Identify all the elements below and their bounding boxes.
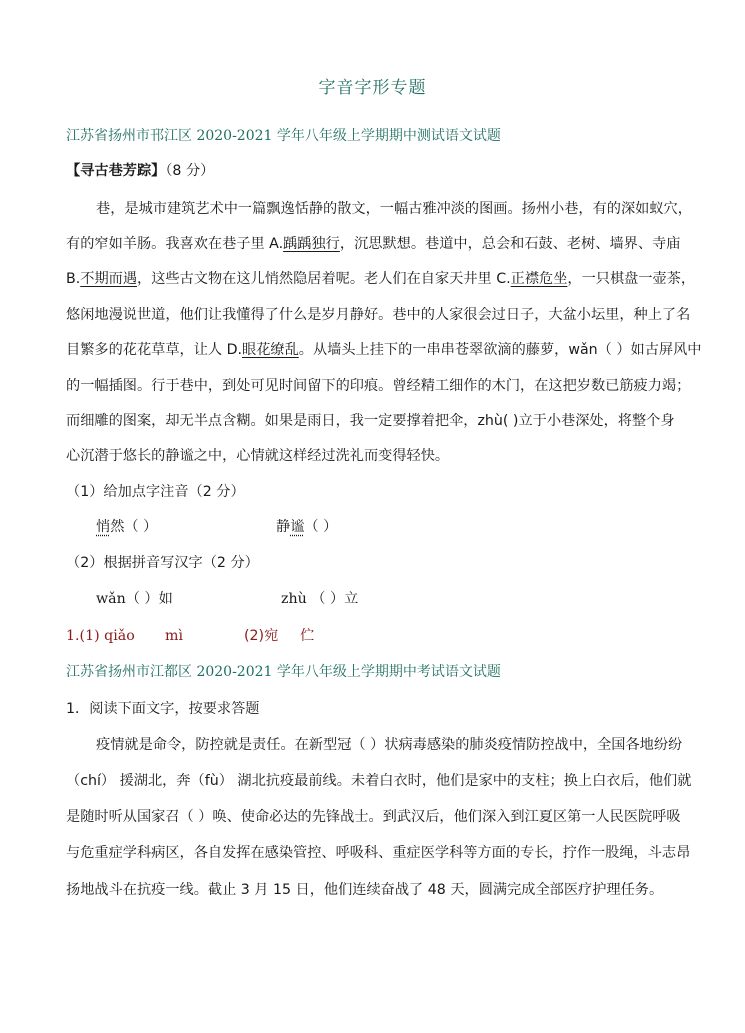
answer-1-2b: 伫 xyxy=(300,628,315,644)
question-1a xyxy=(96,517,157,537)
paragraph-line: （chí） 援湖北，奔（fù） 湖北抗疫最前线。未着白衣时，他们是家中的支柱；换上白衣后，他们就 xyxy=(66,773,692,789)
section-heading xyxy=(66,161,214,181)
paragraph-line: 心沉潜于悠长的静谧之中，心情就这样经过洗礼而变得轻快。 xyxy=(66,448,450,464)
paragraph-line xyxy=(66,269,695,289)
text-span: 然（ ） xyxy=(110,519,158,535)
paragraph-line: 悠闲地漫说世道，他们让我懂得了什么是岁月静好。巷中的人家很会过日子，大盆小坛里，种上了名 xyxy=(66,307,691,323)
source-line-2: 江苏省扬州市江都区 2020-2021 学年八年级上学期期中考试语文试题 xyxy=(66,664,501,680)
underlined-phrase-c: 正襟危坐 xyxy=(510,271,568,287)
text-span: （ ） xyxy=(304,519,338,535)
answer-1-2: (2)宛 xyxy=(244,628,279,644)
paragraph-line xyxy=(66,340,701,360)
text-span: 静 xyxy=(276,519,291,535)
question-2a: wǎn（ ）如 xyxy=(96,591,173,607)
dotted-char: 悄 xyxy=(96,519,111,535)
text-span: 目繁多的花花草草，让人 D. xyxy=(66,342,243,358)
paragraph-line: 巷，是城市建筑艺术中一篇飘逸恬静的散文，一幅古雅冲淡的图画。扬州小巷，有的深如蚁穴， xyxy=(96,201,692,217)
paragraph-line: 与危重症学科病区，各自发挥在感染管控、呼吸科、重症医学科等方面的专长，拧作一股绳，斗志昂 xyxy=(66,845,691,861)
dotted-char: 谧 xyxy=(290,519,305,535)
underlined-phrase-d: 眼花缭乱 xyxy=(242,342,299,358)
paragraph-line xyxy=(66,234,680,254)
answer-1-1: 1.(1) qiǎo xyxy=(66,628,135,644)
text-span: ，这些古文物在这儿悄然隐居着呢。老人们在自家天井里 C. xyxy=(137,271,511,287)
question-2: （2）根据拼音写汉字（2 分） xyxy=(66,555,259,571)
heading-text: 【寻古巷芳踪】 xyxy=(66,163,166,179)
paragraph-line: 的一幅插图。行于巷中，到处可见时间留下的印痕。曾经精工细作的木门，在这把岁数已筋疲力竭； xyxy=(66,378,691,394)
paragraph-line: 是随时听从国家召（ ）唤、使命必达的先锋战士。到武汉后，他们深入到江夏区第一人民医院呼吸 xyxy=(66,809,681,825)
text-span: ，一只棋盘一壶茶， xyxy=(567,271,696,287)
underlined-phrase-b: 不期而遇 xyxy=(80,271,138,287)
text-span: 。从墙头上挂下的一串串苍翠欲滴的藤萝，wǎn（ ）如古屏风中 xyxy=(298,342,702,358)
paragraph-line: 扬地战斗在抗疫一线。截止 3 月 15 日，他们连续奋战了 48 天，圆满完成全部医疗护理任务。 xyxy=(66,882,664,898)
paragraph-line: 而细雕的图案，却无半点含糊。如果是雨日，我一定要撑着把伞，zhù( )立于小巷深处，将整个身 xyxy=(66,413,675,429)
heading-score: （8 分） xyxy=(165,163,215,179)
text-span: ，沉思默想。巷道中，总会和石鼓、老树、墙界、寺庙 xyxy=(339,236,681,252)
page-title: 字音字形专题 xyxy=(318,78,427,98)
underlined-phrase-a: 踽踽独行 xyxy=(283,236,340,252)
text-span: B. xyxy=(66,271,81,287)
question-heading: 1．阅读下面文字，按要求答题 xyxy=(66,701,260,717)
question-1b xyxy=(276,517,337,537)
answer-1-1b: mì xyxy=(165,628,183,644)
question-2b: zhù （ ）立 xyxy=(281,591,359,607)
paragraph-line: 疫情就是命令，防控就是责任。在新型冠（ ）状病毒感染的肺炎疫情防控战中，全国各地纷纷 xyxy=(96,737,683,753)
text-span: 有的窄如羊肠。我喜欢在巷子里 A. xyxy=(66,236,284,252)
source-line-1: 江苏省扬州市邗江区 2020-2021 学年八年级上学期期中测试语文试题 xyxy=(66,128,501,144)
question-1: （1）给加点字注音（2 分） xyxy=(66,484,245,500)
